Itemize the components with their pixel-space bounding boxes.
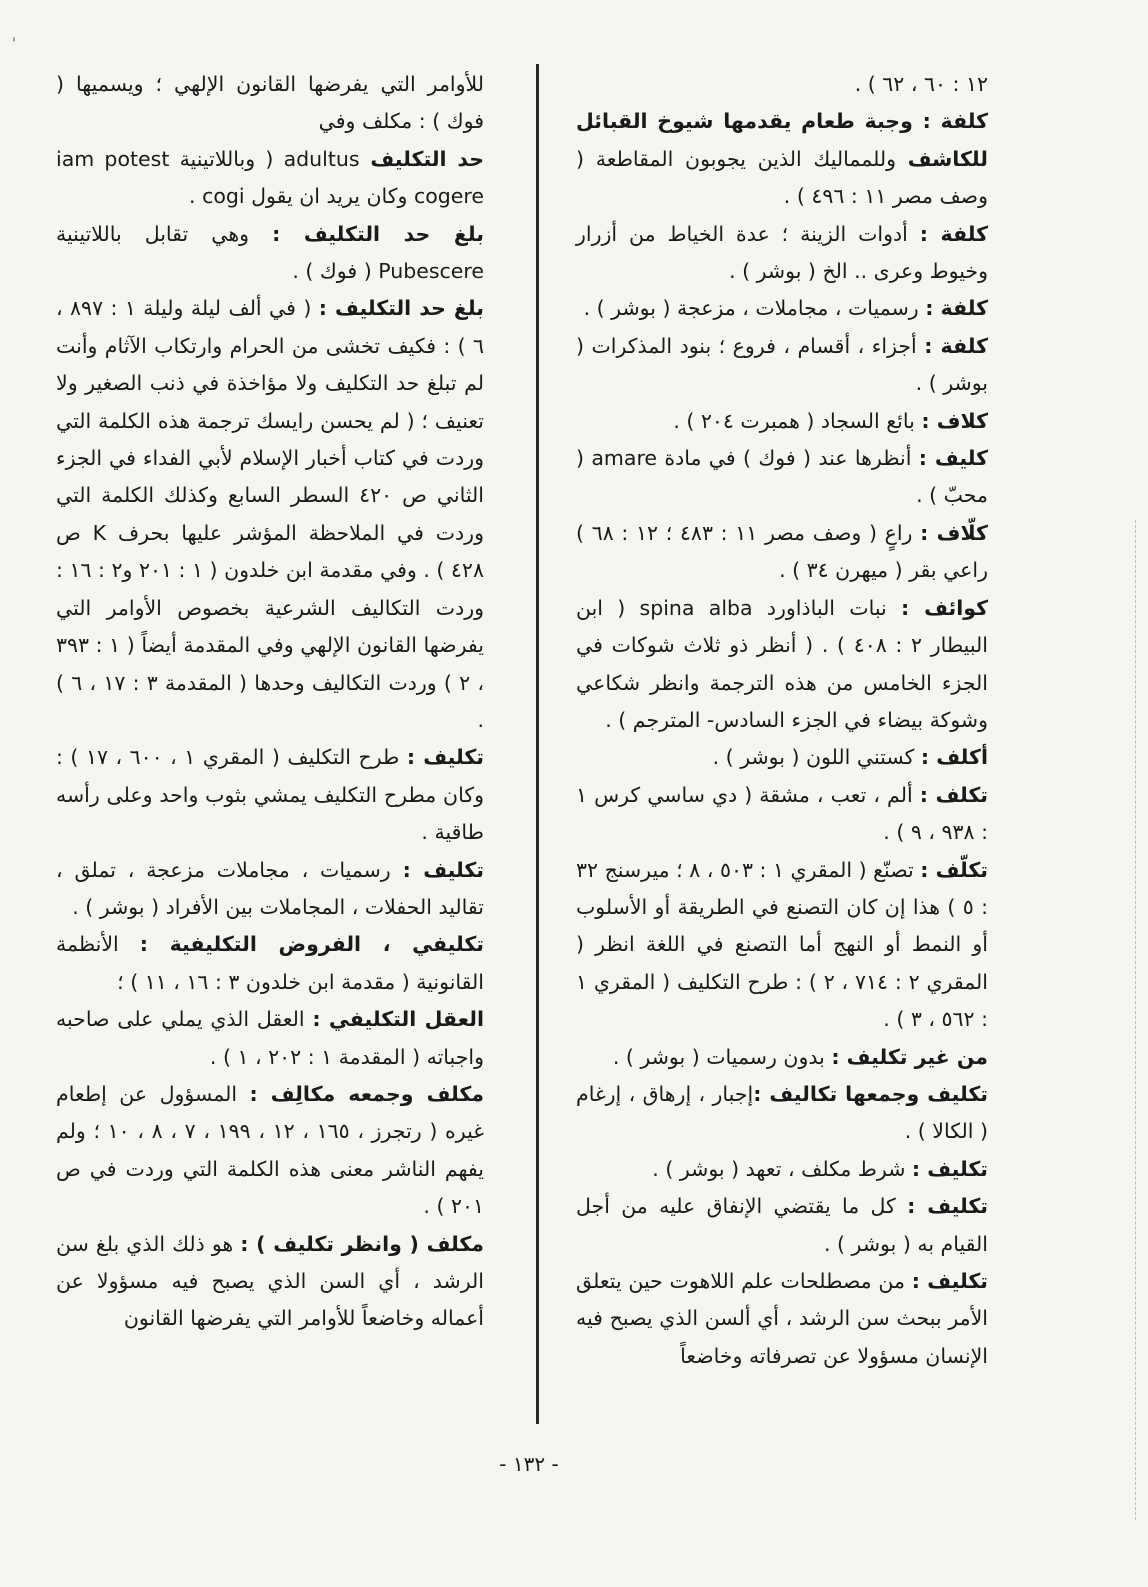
entry: تكليف : من مصطلحات علم اللاهوت حين يتعلق الأمر ببحث سن الرشد ، أي ألسن الذي يصبح فيه الإنسان مسؤولا عن تصرفاته وخاضعاً (576, 1269, 988, 1368)
entry: تكلف : ألم ، تعب ، مشقة ( دي ساسي كرس ١ : ٩٣٨ ، ٩ ) . (576, 782, 988, 845)
entry: مكلف وجمعه مكالِف : المسؤول عن إطعام غيره ( رتجرز ، ١٦٥ ، ١٢ ، ١٩٩ ، ٧ ، ٨ ، ١٠ ؛ ولم يفهم الناشر معنى هذه الكلمة التي وردت في ص ٢٠١ ) . (56, 1081, 484, 1219)
entry: كلفة : أجزاء ، أقسام ، فروع ؛ بنود المذكرات ( بوشر ) . (576, 333, 989, 396)
entry: أكلف : كستني اللون ( بوشر ) . (712, 745, 988, 770)
entry: العقل التكليفي : العقل الذي يملي على صاحبه واجباته ( المقدمة ١ : ٢٠٢ ، ١ ) . (56, 1007, 484, 1069)
entry: تكليف : رسميات ، مجاملات مزعجة ، تملق ، تقاليد الحفلات ، المجاملات بين الأفراد ( بوشر ) . (56, 857, 484, 919)
entry: بلغ حد التكليف : ( في ألف ليلة وليلة ١ : ٨٩٧ ، ٦ ) : فكيف تخشى من الحرام وارتكاب الآثام وأنت لم تبلغ حد التكليف ولا مؤاخذة في ذنب الصغير ولا تعنيف ؛ ( لم يحسن رايسك ترجمة هذه الكلمة التي وردت في كتاب أخبار الإسلام لأبي الفداء في الجزء الثاني ص ٤٢٠ السطر السابع وكذلك الكلمة التي وردت في الملاحظة المؤشر عليها بحرف K ص ٤٢٨ ) . وفي مقدمة ابن خلدون ( ١ : ٢٠١ و٢ : ١٦ : وردت التكاليف الشرعية بخصوص الأوامر التي يفرضها القانون الإلهي وفي المقدمة أيضاً ( ١ : ٣٩٣ ، ٢ ) وردت التكاليف وحدها ( المقدمة ٣ : ١٧ ، ٦ ) . (56, 296, 484, 732)
entry: تكليف : طرح التكليف ( المقري ١ ، ٦٠٠ ، ١٧ ) : وكان مطرح التكليف يمشي بثوب واحد وعلى رأسه طاقية . (56, 745, 484, 845)
entry: تكليف : شرط مكلف ، تعهد ( بوشر ) . (652, 1156, 988, 1181)
scan-edge-line (1135, 520, 1137, 1520)
entry: تكلّف : تصنّع ( المقري ١ : ٥٠٣ ، ٨ ؛ ميرسنج ٣٢ : ٥ ) هذا إن كان التصنع في الطريقة أو الأسلوب أو النمط أو النهج أما التصنع في اللغة انظر ( المقري ٢ : ٧١٤ ، ٢ ) : طرح التكليف ( المقري ١ : ٥٦٢ ، ٣ ) . (576, 857, 988, 1032)
right-column (576, 66, 988, 1375)
entry: تكليف وجمعها تكاليف :إجبار ، إرهاق ، إرغام ( الكالا ) . (576, 1081, 988, 1144)
entry: بلغ حد التكليف : وهي تقابل باللاتينية Pubescere ( فوك ) . (56, 221, 484, 284)
entry: كلفة : رسميات ، مجاملات ، مزعجة ( بوشر ) . (583, 296, 988, 321)
entry: كلفة : أدوات الزينة ؛ عدة الخياط من أزرار وخيوط وعرى .. الخ ( بوشر ) . (576, 221, 988, 284)
entry: مكلف ( وانظر تكليف ) : هو ذلك الذي بلغ سن الرشد ، أي السن الذي يصبح فيه مسؤولا عن أعماله وخاضعاً للأوامر التي يفرضها القانون (56, 1231, 484, 1331)
entry: من غير تكليف : بدون رسميات ( بوشر ) . (612, 1044, 988, 1069)
page-number: - ١٣٢ - (499, 1452, 559, 1476)
entry: حد التكليف adultus ( وباللاتينية iam potest cogere وكان يريد ان يقول cogi . (56, 146, 484, 209)
entry: للأوامر التي يفرضها القانون الإلهي ؛ ويسميها ( فوك ) : مكلف وفي (56, 72, 484, 134)
entry: ١٢ : ٦٠ ، ٦٢ ) . (854, 72, 988, 96)
entry: كلفة : وجبة طعام يقدمها شيوخ القبائل للكاشف وللمماليك الذين يجوبون المقاطعة ( وصف مصر ١١ : ٤٩٦ ) . (576, 109, 988, 209)
entry: كوائف : نبات الباذاورد spina alba ( ابن البيطار ٢ : ٤٠٨ ) . ( أنظر ذو ثلاث شوكات في الجزء الخامس من هذه الترجمة وانظر شكاعي وشوكة بيضاء في الجزء السادس- المترجم ) . (576, 595, 989, 732)
entry: كلّاف : راعٍ ( وصف مصر ١١ : ٤٨٣ ؛ ١٢ : ٦٨ ) راعي بقر ( ميهرن ٣٤ ) . (576, 520, 988, 583)
stray-mark: ' (12, 36, 16, 52)
entry: تكليفي ، الفروض التكليفية : الأنظمة القانونية ( مقدمة ابن خلدون ٣ : ١٦ ، ١١ ) ؛ (56, 932, 484, 994)
column-divider (536, 64, 539, 1424)
entry: تكليف : كل ما يقتضي الإنفاق عليه من أجل القيام به ( بوشر ) . (576, 1194, 988, 1256)
entry: كلاف : بائع السجاد ( همبرت ٢٠٤ ) . (673, 408, 988, 433)
entry: كليف : أنظرها عند ( فوك ) في مادة amare ( محبّ ) . (576, 446, 988, 508)
left-column (56, 66, 484, 1338)
